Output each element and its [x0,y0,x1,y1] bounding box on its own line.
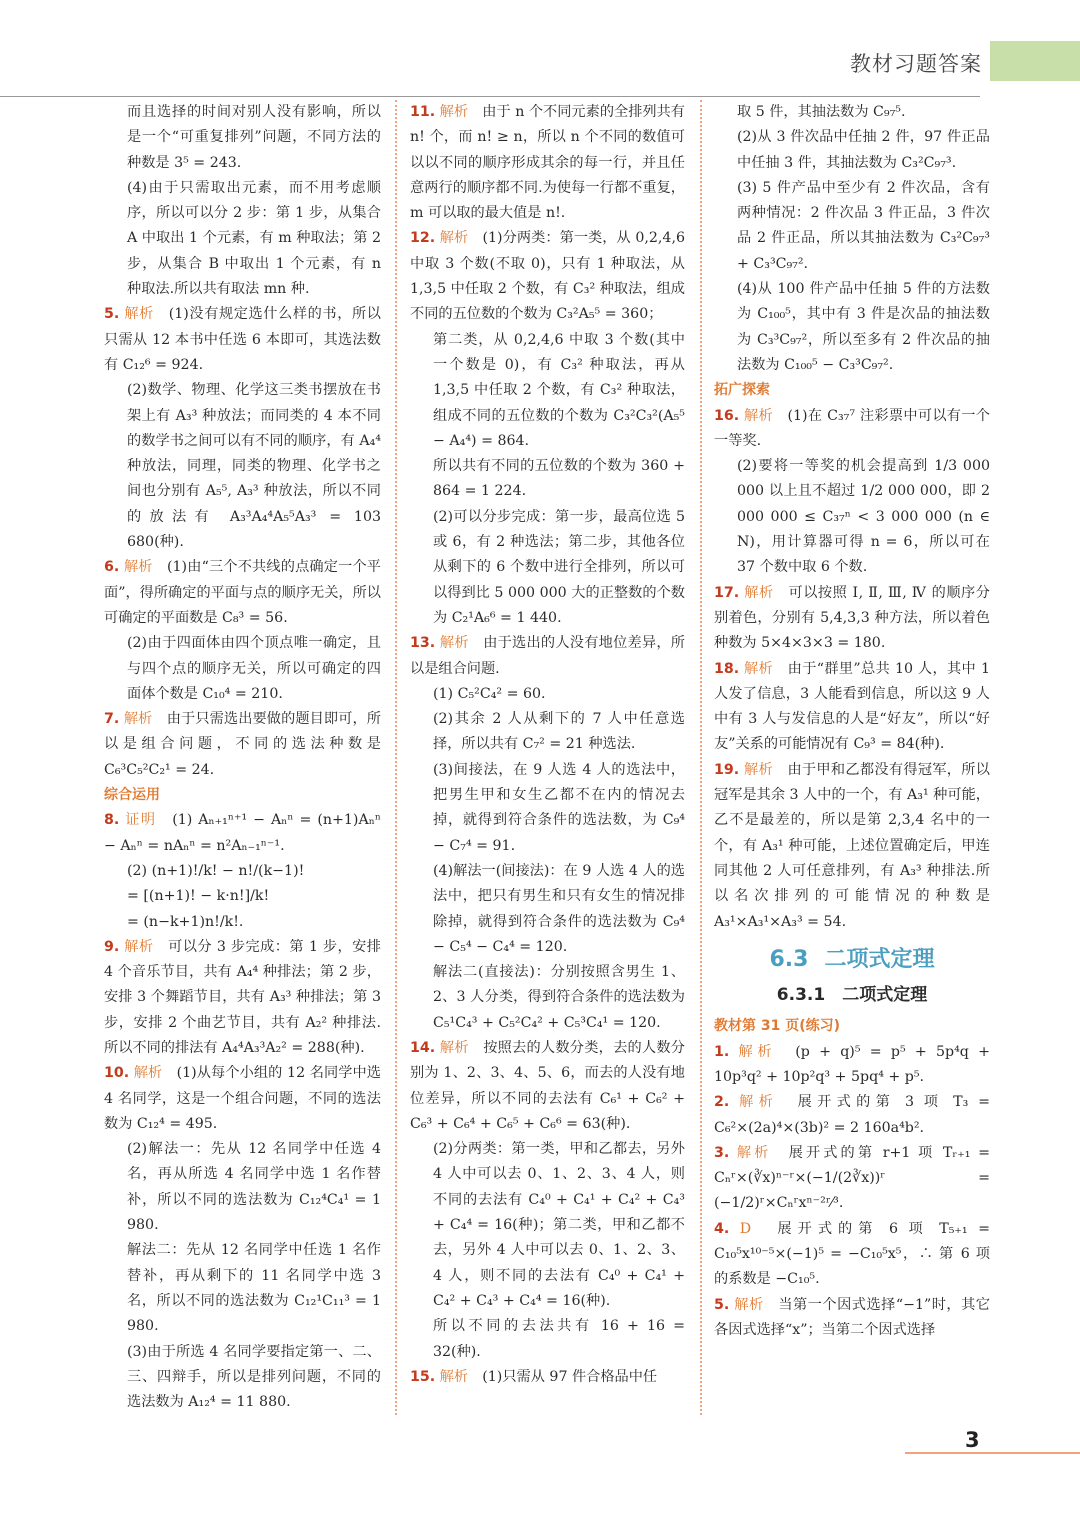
item-text: 由于 n 个不同元素的全排列共有 n! 个，而 n! ≥ n，所以 n 个不同的数值可以以不同的顺序形成其余的每一行，并且任意两行的顺序都不同.为使每一行都不重复，m 可以取的最大值是 n!. [410,104,685,222]
item-number: 3. [714,1144,730,1161]
column-2 [410,100,685,1390]
chapter-title: 二项式定理 [824,946,935,972]
paragraph: = (n−k+1)n!/k!. [127,913,244,930]
answer-item [104,1061,381,1137]
item-text: 按照去的人数分类，去的人数分别为 1、2、3、4、5、6，而去的人没有地位差异，所以不同的去法有 C₆¹ + C₆² + C₆³ + C₆⁴ + C₆⁵ + C₆⁶ = 63(种). [410,1039,685,1132]
item-kind-label: 解析 [744,584,774,601]
paragraph: (2)由于四面体由四个顶点唯一确定，且与四个点的顺序无关，所以可确定的四面体个数是 C₁₀⁴ = 210. [127,635,381,702]
paragraph: (4)由于只需取出元素，而不用考虑顺序，所以可以分 2 步：第 1 步，从集合 A 中取出 1 个元素，有 m 种取法；第 2 步，从集合 B 中取出 1 个元素，有 n 种取法.所以共有取法 mn 种. [127,179,381,298]
item-kind-label: 解析 [124,306,154,323]
item-kind-label: 解析 [439,104,469,120]
item-number: 11. [410,104,436,120]
item-number: 15. [410,1368,436,1385]
paragraph: (2)要将一等奖的机会提高到 1/3 000 000 以上且不超过 1/2 000 000，即 2 000 000 ≤ C₃₇ⁿ < 3 000 000 (n ∈ N)，用计算器可得 n = 6，所以可在 37 个数中取 6 个数. [737,458,990,576]
paragraph: (4)解法一(间接法)：在 9 人选 4 人的选法中，把只有男生和只有女生的情况排除掉，就得到符合条件的选法数为 C₉⁴ − C₅⁴ − C₄⁴ = 120. [433,862,685,955]
item-kind-label: 解析 [736,1144,772,1161]
paragraph: (2)数学、物理、化学这三类书摆放在书架上有 A₃³ 种放法；而同类的 4 本不同的数学书之间可以有不同的顺序，有 A₄⁴ 种放法，同理，同类的物理、化学书之间也分别有 A₅⁵, A₃³ 种放法，所以不同的放法有 A₃³A₄⁴A₅⁵A₃³ = 103 680(种). [127,382,381,551]
item-number: 18. [714,660,740,677]
item-text: 当第一个因式选择“−1”时，其它各因式选择“x”；当第二个因式选择 [714,1296,990,1338]
header-tab [990,41,1080,81]
item-number: 4. [714,1220,730,1237]
item-kind-label: 解析 [123,711,153,728]
answer-item [104,707,381,783]
section-heading: 拓广探索 [714,382,770,399]
answer-item [714,404,990,455]
item-text: (1)分两类：第一类，从 0,2,4,6 中取 3 个数(不取 0)，只有 1 种取法，从 1,3,5 中任取 2 个数，有 C₃² 种取法，组成不同的五位数的个数为 C₃²A₅⁵ = 360； [410,230,685,323]
section-heading: 教材第 31 页(练习) [714,1018,841,1035]
paragraph: (3)间接法，在 9 人选 4 人的选法中，把男生甲和女生乙都不在内的情况去掉，就得到符合条件的选法数，为 C₉⁴ − C₇⁴ = 91. [433,761,685,854]
item-text: 展开式的第 r+1 项 Tᵣ₊₁ = Cₙʳ×(∛x)ⁿ⁻ʳ×(−1/(2∛x))ʳ = (−1/2)ʳ×Cₙʳxⁿ⁻²ʳ⁄³. [714,1144,990,1212]
answer-item [714,1217,990,1293]
item-text: (1)没有规定选什么样的书，所以只需从 12 本书中任选 6 本即可，其选法数有 C₁₂⁶ = 924. [104,306,381,373]
answer-item [714,657,990,758]
item-kind-label: D [739,1220,752,1237]
item-text: (1)在 C₃₇⁷ 注彩票中可以有一个一等奖. [714,407,990,449]
item-kind-label: 解析 [439,635,469,652]
paragraph: 所以共有不同的五位数的个数为 360 + 864 = 1 224. [433,458,685,500]
item-text: (p + q)⁵ = p⁵ + 5p⁴q + 10p³q² + 10p²q³ + 5pq⁴ + p⁵. [714,1043,990,1085]
item-text: 展开式的第 6 项 T₅₊₁ = C₁₀⁵x¹⁰⁻⁵×(−1)⁵ = −C₁₀⁵x⁵，∴ 第 6 项的系数是 −C₁₀⁵. [714,1220,990,1288]
item-number: 5. [104,306,120,323]
answer-item [714,1293,990,1344]
paragraph: (1) C₅²C₄² = 60. [433,685,546,702]
answer-item [104,935,381,1061]
item-kind-label: 解析 [743,761,773,778]
item-text: 由于“群里”总共 10 人，其中 1 人发了信息，3 人能看到信息，所以这 9 人中有 3 人与发信息的人是“好友”，所以“好友”关系的可能情况有 C₉³ = 84(种). [714,660,990,753]
item-number: 17. [714,584,740,601]
item-kind-label: 解析 [124,938,154,955]
paragraph: 而且选择的时间对别人没有影响，所以是一个“可重复排列”问题，不同方法的种数是 3⁵ = 243. [127,104,381,171]
item-kind-label: 解析 [734,1296,764,1313]
subsection-heading: 6.3.1 二项式定理 [776,985,928,1006]
paragraph: (2)从 3 件次品中任抽 2 件，97 件正品中任抽 3 件，其抽法数为 C₃²C₉₇³. [737,129,990,171]
item-number: 14. [410,1039,436,1056]
item-kind-label: 解析 [439,1039,469,1056]
item-number: 10. [104,1065,130,1082]
column-1 [104,100,381,1415]
section-heading: 综合运用 [104,787,160,804]
header-rule [0,96,980,97]
paragraph: (2)可以分步完成：第一步，最高位选 5 或 6，有 2 种选法；第二步，其他各位从剩下的 6 个数中进行全排列，所以可以得到比 5 000 000 大的正整数的个数为 C₂¹A₆⁶ = 1 440. [433,508,685,626]
answer-item [104,302,381,378]
item-number: 7. [104,711,120,728]
paragraph: (3) 5 件产品中至少有 2 件次品，含有两种情况：2 件次品 3 件正品，3 件次品 2 件正品，所以其抽法数为 C₃²C₉₇³ + C₃³C₉₇². [737,179,990,272]
item-text: 可以分 3 步完成：第 1 步，安排 4 个音乐节目，共有 A₄⁴ 种排法；第 2 步，安排 3 个舞蹈节目，共有 A₃³ 种排法；第 3 步，安排 2 个曲艺节目，共有 A₂² 种排法.所以不同的排法有 A₄⁴A₃³A₂² = 288(种). [104,938,381,1056]
item-number: 1. [714,1043,730,1060]
paragraph: = [(n+1)! − k·n!]/k! [127,888,270,905]
page-header-title: 教材习题答案 [850,52,982,76]
item-kind-label: 解析 [744,660,774,677]
item-text: (1)从每个小组的 12 名同学中选 4 名同学，这是一个组合问题，不同的选法数为 C₁₂⁴ = 495. [104,1065,381,1132]
item-number: 5. [714,1296,730,1313]
answer-item [104,808,381,859]
item-text: (1)由“三个不共线的点确定一个平面”，得所确定的平面与点的顺序无关，所以可确定的平面数是 C₈³ = 56. [104,559,381,626]
item-kind-label: 解析 [133,1065,163,1082]
item-kind-label: 解析 [123,559,153,576]
answer-item [410,1365,685,1390]
paragraph: (2)解法一：先从 12 名同学中任选 4 名，再从所选 4 名同学中选 1 名作替补，所以不同的选法数为 C₁₂⁴C₄¹ = 1 980. [127,1141,381,1234]
paragraph: 所以不同的去法共有 16 + 16 = 32(种). [433,1318,685,1360]
answer-item [410,1036,685,1137]
answer-item [714,1141,990,1217]
answer-item [410,631,685,682]
item-text: (1) Aₙ₊₁ⁿ⁺¹ − Aₙⁿ = (n+1)Aₙⁿ − Aₙⁿ = nAₙⁿ = n²Aₙ₋₁ⁿ⁻¹. [104,812,381,854]
paragraph: 取 5 件，其抽法数为 C₉₇⁵. [737,104,906,120]
item-kind-label: 证明 [125,812,157,829]
paragraph: (2)其余 2 人从剩下的 7 人中任意选择，所以共有 C₇² = 21 种选法. [433,711,685,753]
column-separator [700,100,702,1415]
item-number: 9. [104,938,120,955]
paragraph: (2)分两类：第一类，甲和乙都去，另外 4 人中可以去 0、1、2、3、4 人，则不同的去法有 C₄⁰ + C₄¹ + C₄² + C₄³ + C₄⁴ = 16(种)；第二类，甲和乙都不去，另外 4 人中可以去 0、1、2、3、4 人，则不同的去法有 C₄⁰ + C₄¹ + C₄² + C₄³ + C₄⁴ = 16(种). [433,1141,685,1309]
item-kind-label: 解析 [739,1094,779,1111]
item-number: 6. [104,559,120,576]
item-text: 由于选出的人没有地位差异，所以是组合问题. [410,635,685,677]
answer-item [104,555,381,631]
item-kind-label: 解析 [743,407,773,424]
answer-item [714,581,990,657]
paragraph: (3)由于所选 4 名同学要指定第一、二、三、四辩手，所以是排列问题，不同的选法数为 A₁₂⁴ = 11 880. [127,1343,381,1411]
item-kind-label: 解析 [439,1368,469,1385]
item-number: 8. [104,812,120,829]
footer-rule [905,1452,1080,1454]
paragraph: 第二类，从 0,2,4,6 中取 3 个数(其中一个数是 0)，有 C₃² 种取法，再从 1,3,5 中任取 2 个数，有 C₃² 种取法，组成不同的五位数的个数为 C₃²C₃²(A₅⁵ − A₄⁴) = 864. [433,331,685,449]
item-text: 由于只需选出要做的题目即可，所以是组合问题，不同的选法种数是 C₆³C₅²C₂¹ = 24. [104,711,381,778]
item-number: 16. [714,407,740,424]
chapter-heading [714,947,990,975]
column-separator [395,100,397,1415]
answer-item [714,1090,990,1141]
item-number: 2. [714,1094,730,1111]
item-text: 可以按照 Ⅰ, Ⅱ, Ⅲ, Ⅳ 的顺序分别着色，分别有 5,4,3,3 种方法，所以着色种数为 5×4×3×3 = 180. [714,584,990,652]
item-text: 展开式的第 3 项 T₃ = C₆²×(2a)⁴×(3b)² = 2 160a⁴b². [714,1094,990,1136]
chapter-number: 6.3 [769,946,809,972]
item-number: 12. [410,230,436,247]
paragraph: (4)从 100 件产品中任抽 5 件的方法数为 C₁₀₀⁵，其中有 3 件是次品的抽法数为 C₃³C₉₇²，所以至多有 2 件次品的抽法数为 C₁₀₀⁵ − C₃³C₉₇². [737,281,990,373]
answer-item [410,100,685,226]
item-kind-label: 解析 [738,1043,777,1060]
item-number: 13. [410,635,436,652]
column-3 [714,100,990,1343]
answer-item [714,758,990,935]
answer-item [714,1040,990,1091]
item-text: (1)只需从 97 件合格品中任 [482,1368,658,1385]
item-kind-label: 解析 [439,230,469,247]
item-text: 由于甲和乙都没有得冠军，所以冠军是其余 3 人中的一个，有 A₃¹ 种可能，乙不是最差的，所以是第 2,3,4 名中的一个，有 A₃¹ 种可能，上述位置确定后，甲连同其他 2 人可任意排列，有 A₃³ 种排法.所以名次排列的可能情况的种数是 A₃¹×A₃¹×A₃³ = 54. [714,761,990,930]
paragraph: (2) (n+1)!/k! − n!/(k−1)! [127,862,305,879]
paragraph: 解法二：先从 12 名同学中任选 1 名作替补，再从剩下的 11 名同学中选 3 名，所以不同的选法数为 C₁₂¹C₁₁³ = 1 980. [127,1242,381,1335]
item-number: 19. [714,761,740,778]
answer-item [410,226,685,327]
page-number: 3 [965,1428,980,1452]
paragraph: 解法二(直接法)：分别按照含男生 1、2、3 人分类，得到符合条件的选法数为 C₅¹C₄³ + C₅²C₄² + C₅³C₄¹ = 120. [433,964,685,1031]
